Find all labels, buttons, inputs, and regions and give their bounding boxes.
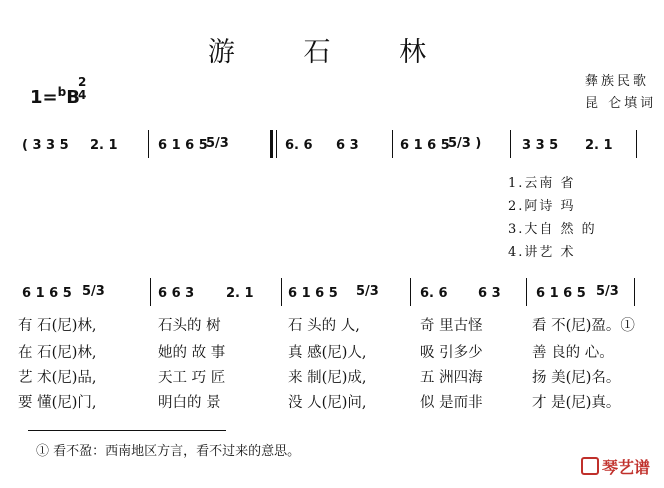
bar-line <box>410 278 411 306</box>
lyric-cell: 在 石(尼)林, <box>18 345 97 361</box>
bar-line <box>634 278 635 306</box>
lyric-cell: 似 是而非 <box>420 395 483 411</box>
note-group: 5/3 <box>356 284 379 299</box>
note-group: 2. 1 <box>585 138 613 153</box>
watermark-text: 琴艺谱 <box>601 458 650 477</box>
lyric-cell: 五 洲四海 <box>420 370 483 386</box>
lyric-cell: 奇 里古怪 <box>420 318 483 334</box>
repeat-bar-line <box>270 130 273 158</box>
bar-line <box>281 278 282 306</box>
bar-line <box>392 130 393 158</box>
note-group: 2. 1 <box>226 286 254 301</box>
note-group: 5/3 <box>596 284 619 299</box>
bar-line <box>276 130 277 158</box>
bar-line <box>150 278 151 306</box>
lyric-cell: 有 石(尼)林, <box>18 318 97 334</box>
note-group: 6 3 <box>336 138 359 153</box>
lyric-cell: 要 懂(尼)门, <box>18 395 97 411</box>
note-group: 6 1 6 5 <box>288 286 338 301</box>
credit-origin: 彝族民歌 <box>585 74 650 89</box>
bar-line <box>510 130 511 158</box>
note-group: 2. 1 <box>90 138 118 153</box>
lyric-cell: 天工 巧 匠 <box>158 370 226 386</box>
lyric-cell: 她的 故 事 <box>158 345 226 361</box>
watermark-logo <box>581 455 650 478</box>
lyric-cell: 艺 术(尼)品, <box>18 370 97 386</box>
lyric-cell: 真 感(尼)人, <box>288 345 367 361</box>
note-group: 6 3 <box>478 286 501 301</box>
note-group: 6. 6 <box>285 138 313 153</box>
logo-icon <box>581 457 599 475</box>
note-group: ( 3 3 5 <box>22 138 69 153</box>
lyric-cell: 石 头的 人, <box>288 318 360 334</box>
note-group: 6 1 6 5 <box>536 286 586 301</box>
song-title: 游 石 林 <box>207 37 457 68</box>
bar-line <box>148 130 149 158</box>
note-group: 5/3 <box>82 284 105 299</box>
note-group: 3 3 5 <box>522 138 559 153</box>
lyric-cell: 明白的 景 <box>158 395 221 411</box>
key-signature: 1=$^b$B <box>30 85 80 108</box>
bar-line <box>526 278 527 306</box>
footnote-divider <box>28 430 226 431</box>
time-signature: 2 4 <box>78 75 87 102</box>
lyric-cell: 石头的 树 <box>158 318 221 334</box>
lyric-cell: 扬 美(尼)名。 <box>532 370 621 386</box>
lyric-cell: 没 人(尼)问, <box>288 395 367 411</box>
verse-start: 3.大自 然 的 <box>508 222 597 237</box>
verse-start: 2.阿诗 玛 <box>508 199 576 214</box>
bar-line <box>636 130 637 158</box>
note-group: 5/3 ) <box>448 136 482 151</box>
lyric-cell: 才 是(尼)真。 <box>532 395 621 411</box>
verse-start: 1.云南 省 <box>508 176 576 191</box>
note-group: 6 1 6 5 <box>400 138 450 153</box>
lyric-cell: 看 不(尼)盈。① <box>532 318 635 334</box>
note-group: 6 1 6 5 <box>22 286 72 301</box>
lyric-cell: 来 制(尼)成, <box>288 370 367 386</box>
note-group: 6 1 6 5 <box>158 138 208 153</box>
credit-lyricist: 昆 仑填词 <box>585 96 657 111</box>
note-group: 5/3 <box>206 136 229 151</box>
note-group: 6. 6 <box>420 286 448 301</box>
footnote: ① 看不盈：西南地区方言，看不过来的意思。 <box>36 444 301 459</box>
verse-start: 4.讲艺 术 <box>508 245 576 260</box>
lyric-cell: 吸 引多少 <box>420 345 483 361</box>
note-group: 6 6 3 <box>158 286 195 301</box>
lyric-cell: 善 良的 心。 <box>532 345 614 361</box>
